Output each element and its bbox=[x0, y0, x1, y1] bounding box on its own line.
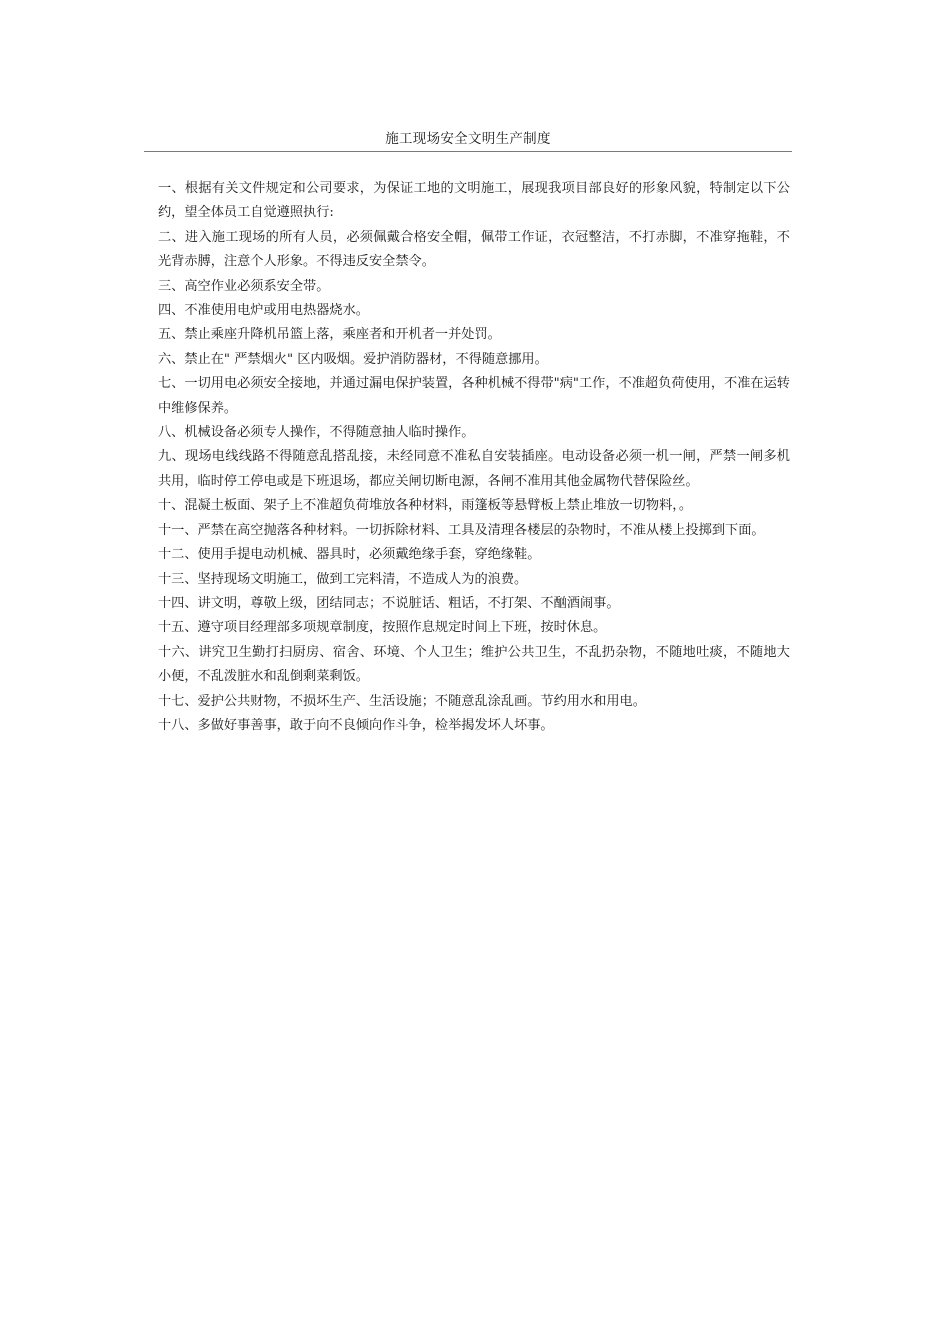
clause-16: 十六、讲究卫生勤打扫厨房、宿舍、环境、个人卫生；维护公共卫生，不乱扔杂物，不随地吐痰，不随地大小便，不乱泼脏水和乱倒剩菜剩饭。 bbox=[158, 644, 790, 685]
clause-4: 四、不准使用电炉或用电热器烧水。 bbox=[158, 303, 369, 319]
clause-18: 十八、多做好事善事，敢于向不良倾向作斗争，检举揭发坏人坏事。 bbox=[158, 717, 554, 733]
clause-15: 十五、遵守项目经理部多项规章制度，按照作息规定时间上下班，按时休息。 bbox=[158, 620, 607, 636]
clause-2: 二、进入施工现场的所有人员，必须佩戴合格安全帽，佩带工作证，衣冠整洁，不打赤脚，不准穿拖鞋，不光背赤膊，注意个人形象。不得违反安全禁令。 bbox=[158, 229, 790, 270]
clause-6: 六、禁止在" 严禁烟火" 区内吸烟。爱护消防器材，不得随意挪用。 bbox=[158, 351, 548, 367]
clause-9: 九、现场电线线路不得随意乱搭乱接，未经同意不准私自安装插座。电动设备必须一机一闸，严禁一闸多机共用，临时停工停电或是下班退场，都应关闸切断电源，各闸不准用其他金属物代替保险丝。 bbox=[158, 449, 790, 489]
clause-7: 七、一切用电必须安全接地，并通过漏电保护装置，各种机械不得带"病"工作，不准超负荷使用，不准在运转中维修保养。 bbox=[158, 376, 790, 416]
clause-10: 十、混凝土板面、架子上不准超负荷堆放各种材料，雨篷板等悬臂板上禁止堆放一切物料，。 bbox=[158, 498, 693, 514]
document-header bbox=[144, 128, 792, 152]
clause-5: 五、禁止乘座升降机吊篮上落，乘座者和开机者一并处罚。 bbox=[158, 327, 501, 343]
clause-8: 八、机械设备必须专人操作，不得随意抽人临时操作。 bbox=[158, 425, 475, 441]
clause-11: 十一、严禁在高空抛落各种材料。一切拆除材料、工具及清理各楼层的杂物时，不准从楼上投掷到下面。 bbox=[158, 522, 765, 538]
clause-12: 十二、使用手提电动机械、器具时，必须戴绝缘手套，穿绝缘鞋。 bbox=[158, 547, 541, 563]
document-body bbox=[158, 177, 790, 738]
clause-17: 十七、爱护公共财物，不损坏生产、生活设施；不随意乱涂乱画。节约用水和用电。 bbox=[158, 693, 646, 709]
clause-3: 三、高空作业必须系安全带。 bbox=[158, 278, 330, 294]
clause-1: 一、根据有关文件规定和公司要求，为保证工地的文明施工，展现我项目部良好的形象风貌，特制定以下公约，望全体员工自觉遵照执行: bbox=[158, 181, 790, 221]
document-title: 施工现场安全文明生产制度 bbox=[385, 131, 551, 147]
clause-13: 十三、坚持现场文明施工，做到工完料清，不造成人为的浪费。 bbox=[158, 571, 528, 587]
clause-14: 十四、讲文明，尊敬上级，团结同志；不说脏话、粗话，不打架、不酗酒闹事。 bbox=[158, 595, 620, 611]
